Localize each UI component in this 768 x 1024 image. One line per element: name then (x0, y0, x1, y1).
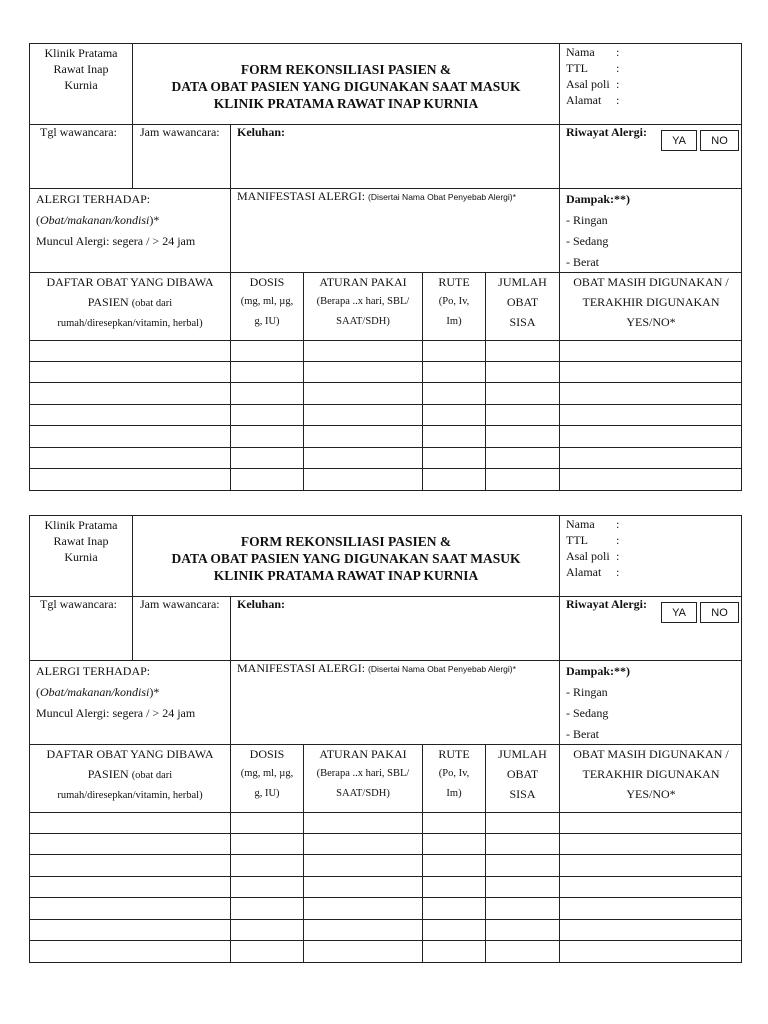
col-header-status-obat: OBAT MASIH DIGUNAKAN / TERAKHIR DIGUNAKAN YES/NO* (573, 747, 729, 801)
title-line-3: KLINIK PRATAMA RAWAT INAP KURNIA (213, 96, 479, 111)
manifestasi-alergi-field[interactable] (231, 188, 560, 272)
table-row (30, 855, 741, 877)
remaining-qty-cell[interactable] (486, 340, 560, 361)
table-row (30, 340, 741, 362)
clinic-name (30, 44, 133, 124)
route-cell[interactable] (423, 877, 486, 898)
route-cell[interactable] (423, 941, 486, 963)
usage-rule-cell[interactable] (304, 877, 423, 898)
asal-poli-label: Asal poli (566, 549, 610, 563)
manifestasi-alergi-label: MANIFESTASI ALERGI: (237, 189, 366, 203)
jam-wawancara-label: Jam wawancara: (140, 597, 220, 611)
status-cell[interactable] (560, 877, 742, 898)
status-cell[interactable] (560, 834, 742, 855)
clinic-line-2: Rawat Inap (53, 534, 109, 548)
col-header-dosis: DOSIS (mg, ml, µg, g, IU) (231, 744, 304, 812)
table-row (30, 941, 741, 963)
status-cell[interactable] (560, 426, 742, 447)
dose-cell[interactable] (231, 920, 304, 941)
col-header-aturan-pakai: ATURAN PAKAI (Berapa ..x hari, SBL/ SAAT/SDH) (304, 744, 423, 812)
status-cell[interactable] (560, 340, 742, 361)
usage-rule-cell[interactable] (304, 426, 423, 447)
clinic-line-1: Klinik Pratama (44, 518, 118, 532)
route-cell[interactable] (423, 405, 486, 426)
form-title (133, 44, 560, 124)
clinic-line-3: Kurnia (64, 550, 98, 564)
usage-rule-cell[interactable] (304, 362, 423, 383)
table-row (30, 405, 741, 427)
drug-name-cell[interactable] (30, 469, 231, 491)
route-cell[interactable] (423, 383, 486, 404)
remaining-qty-cell[interactable] (486, 855, 560, 876)
alergi-terhadap-label: ALERGI TERHADAP: (36, 192, 151, 206)
status-cell[interactable] (560, 898, 742, 919)
manifestasi-alergi-label: MANIFESTASI ALERGI: (237, 661, 366, 675)
patient-info: Nama : TTL : Asal poli : Alamat : (566, 517, 620, 579)
dose-cell[interactable] (231, 340, 304, 361)
status-cell[interactable] (560, 855, 742, 876)
route-cell[interactable] (423, 920, 486, 941)
route-cell[interactable] (423, 812, 486, 833)
status-cell[interactable] (560, 941, 742, 963)
nama-label: Nama (566, 45, 595, 59)
muncul-alergi-label: Muncul Alergi: segera / > 24 jam (36, 234, 196, 248)
title-line-2: DATA OBAT PASIEN YANG DIGUNAKAN SAAT MASUK (171, 551, 521, 566)
usage-rule-cell[interactable] (304, 340, 423, 361)
riwayat-alergi-ya-checkbox[interactable]: YA (661, 130, 697, 151)
dampak-ringan-option[interactable]: - Ringan (566, 213, 608, 227)
clinic-line-3: Kurnia (64, 78, 98, 92)
asal-poli-label: Asal poli (566, 77, 610, 91)
dampak-field (560, 660, 742, 744)
riwayat-alergi-no-checkbox[interactable]: NO (700, 602, 739, 623)
dampak-ringan-option[interactable]: - Ringan (566, 685, 608, 699)
riwayat-alergi-ya-checkbox[interactable]: YA (661, 602, 697, 623)
drug-name-cell[interactable] (30, 898, 231, 919)
jam-wawancara-field[interactable] (133, 124, 231, 188)
dampak-berat-option[interactable]: - Berat (566, 727, 599, 741)
usage-rule-cell[interactable] (304, 941, 423, 963)
route-cell[interactable] (423, 362, 486, 383)
dampak-sedang-option[interactable]: - Sedang (566, 706, 609, 720)
dose-cell[interactable] (231, 405, 304, 426)
dampak-berat-option[interactable]: - Berat (566, 255, 599, 269)
drug-name-cell[interactable] (30, 405, 231, 426)
usage-rule-cell[interactable] (304, 405, 423, 426)
col-header-rute: RUTE (Po, Iv, Im) (423, 744, 486, 812)
drug-name-cell[interactable] (30, 448, 231, 469)
drug-name-cell[interactable] (30, 340, 231, 361)
usage-rule-cell[interactable] (304, 448, 423, 469)
alamat-label: Alamat (566, 565, 602, 579)
remaining-qty-cell[interactable] (486, 469, 560, 491)
table-row (30, 877, 741, 899)
tgl-wawancara-field[interactable] (30, 124, 133, 188)
jam-wawancara-label: Jam wawancara: (140, 125, 220, 139)
col-header-daftar-obat: DAFTAR OBAT YANG DIBAWA PASIEN (obat dari rumah/diresepkan/vitamin, herbal) (30, 744, 231, 812)
manifestasi-note: (Disertai Nama Obat Penyebab Alergi)* (368, 192, 516, 202)
alergi-terhadap-field[interactable] (30, 660, 231, 744)
usage-rule-cell[interactable] (304, 383, 423, 404)
drug-name-cell[interactable] (30, 920, 231, 941)
remaining-qty-cell[interactable] (486, 920, 560, 941)
dose-cell[interactable] (231, 812, 304, 833)
table-row (30, 448, 741, 470)
usage-rule-cell[interactable] (304, 812, 423, 833)
manifestasi-note: (Disertai Nama Obat Penyebab Alergi)* (368, 664, 516, 674)
col-header-aturan-pakai: ATURAN PAKAI (Berapa ..x hari, SBL/ SAAT/SDH) (304, 272, 423, 340)
usage-rule-cell[interactable] (304, 469, 423, 491)
keluhan-label: Keluhan: (237, 597, 286, 611)
table-row (30, 426, 741, 448)
route-cell[interactable] (423, 855, 486, 876)
remaining-qty-cell[interactable] (486, 812, 560, 833)
usage-rule-cell[interactable] (304, 920, 423, 941)
drug-name-cell[interactable] (30, 855, 231, 876)
dose-cell[interactable] (231, 469, 304, 491)
remaining-qty-cell[interactable] (486, 426, 560, 447)
patient-info: Nama : TTL : Asal poli : Alamat : (566, 45, 620, 107)
status-cell[interactable] (560, 405, 742, 426)
keluhan-field[interactable] (231, 124, 560, 188)
remaining-qty-cell[interactable] (486, 877, 560, 898)
drug-name-cell[interactable] (30, 383, 231, 404)
ttl-label: TTL (566, 533, 588, 547)
dose-cell[interactable] (231, 834, 304, 855)
status-cell[interactable] (560, 383, 742, 404)
usage-rule-cell[interactable] (304, 855, 423, 876)
route-cell[interactable] (423, 834, 486, 855)
riwayat-alergi-label: Riwayat Alergi: (566, 125, 647, 139)
route-cell[interactable] (423, 426, 486, 447)
col-header-daftar-obat: DAFTAR OBAT YANG DIBAWA PASIEN (obat dari rumah/diresepkan/vitamin, herbal) (30, 272, 231, 340)
medication-rows (30, 812, 741, 962)
drug-name-cell[interactable] (30, 812, 231, 833)
medication-rows (30, 340, 741, 490)
manifestasi-alergi-field[interactable] (231, 660, 560, 744)
remaining-qty-cell[interactable] (486, 362, 560, 383)
table-row (30, 834, 741, 856)
col-header-jumlah-obat-sisa: JUMLAH OBAT SISA (486, 272, 560, 340)
keluhan-label: Keluhan: (237, 125, 286, 139)
status-cell[interactable] (560, 920, 742, 941)
dose-cell[interactable] (231, 855, 304, 876)
dose-cell[interactable] (231, 362, 304, 383)
jam-wawancara-field[interactable] (133, 596, 231, 660)
dose-cell[interactable] (231, 877, 304, 898)
remaining-qty-cell[interactable] (486, 941, 560, 963)
dose-cell[interactable] (231, 448, 304, 469)
alergi-terhadap-label: ALERGI TERHADAP: (36, 664, 151, 678)
clinic-name (30, 516, 133, 596)
dampak-sedang-option[interactable]: - Sedang (566, 234, 609, 248)
alamat-label: Alamat (566, 93, 602, 107)
table-row (30, 383, 741, 405)
remaining-qty-cell[interactable] (486, 834, 560, 855)
reconciliation-form-2 (29, 515, 742, 963)
form-title (133, 516, 560, 596)
dampak-label: Dampak:**) (566, 192, 631, 206)
col-header-dosis: DOSIS (mg, ml, µg, g, IU) (231, 272, 304, 340)
clinic-line-2: Rawat Inap (53, 62, 109, 76)
tgl-wawancara-label: Tgl wawancara: (40, 125, 117, 139)
col-header-jumlah-obat-sisa: JUMLAH OBAT SISA (486, 744, 560, 812)
table-row (30, 362, 741, 384)
alergi-kategori-label: (Obat/makanan/kondisi)* (36, 685, 160, 699)
route-cell[interactable] (423, 340, 486, 361)
riwayat-alergi-label: Riwayat Alergi: (566, 597, 647, 611)
drug-name-cell[interactable] (30, 877, 231, 898)
title-line-2: DATA OBAT PASIEN YANG DIGUNAKAN SAAT MASUK (171, 79, 521, 94)
col-header-status-obat: OBAT MASIH DIGUNAKAN / TERAKHIR DIGUNAKAN YES/NO* (573, 275, 729, 329)
title-line-1: FORM REKONSILIASI PASIEN & (240, 62, 452, 77)
col-header-rute: RUTE (Po, Iv, Im) (423, 272, 486, 340)
tgl-wawancara-label: Tgl wawancara: (40, 597, 117, 611)
ttl-label: TTL (566, 61, 588, 75)
drug-name-cell[interactable] (30, 941, 231, 963)
riwayat-alergi-no-checkbox[interactable]: NO (700, 130, 739, 151)
reconciliation-form-1 (29, 43, 742, 491)
remaining-qty-cell[interactable] (486, 448, 560, 469)
alergi-terhadap-field[interactable] (30, 188, 231, 272)
remaining-qty-cell[interactable] (486, 383, 560, 404)
title-line-3: KLINIK PRATAMA RAWAT INAP KURNIA (213, 568, 479, 583)
clinic-line-1: Klinik Pratama (44, 46, 118, 60)
remaining-qty-cell[interactable] (486, 405, 560, 426)
nama-label: Nama (566, 517, 595, 531)
table-row (30, 898, 741, 920)
status-cell[interactable] (560, 812, 742, 833)
keluhan-field[interactable] (231, 596, 560, 660)
alergi-kategori-label: (Obat/makanan/kondisi)* (36, 213, 160, 227)
drug-name-cell[interactable] (30, 362, 231, 383)
status-cell[interactable] (560, 469, 742, 491)
status-cell[interactable] (560, 362, 742, 383)
muncul-alergi-label: Muncul Alergi: segera / > 24 jam (36, 706, 196, 720)
status-cell[interactable] (560, 448, 742, 469)
tgl-wawancara-field[interactable] (30, 596, 133, 660)
route-cell[interactable] (423, 469, 486, 491)
dampak-label: Dampak:**) (566, 664, 631, 678)
usage-rule-cell[interactable] (304, 898, 423, 919)
remaining-qty-cell[interactable] (486, 898, 560, 919)
route-cell[interactable] (423, 898, 486, 919)
table-row (30, 920, 741, 942)
dose-cell[interactable] (231, 941, 304, 963)
drug-name-cell[interactable] (30, 426, 231, 447)
dose-cell[interactable] (231, 898, 304, 919)
table-row (30, 469, 741, 491)
usage-rule-cell[interactable] (304, 834, 423, 855)
dose-cell[interactable] (231, 426, 304, 447)
dampak-field (560, 188, 742, 272)
dose-cell[interactable] (231, 383, 304, 404)
table-row (30, 812, 741, 834)
drug-name-cell[interactable] (30, 834, 231, 855)
route-cell[interactable] (423, 448, 486, 469)
title-line-1: FORM REKONSILIASI PASIEN & (240, 534, 452, 549)
